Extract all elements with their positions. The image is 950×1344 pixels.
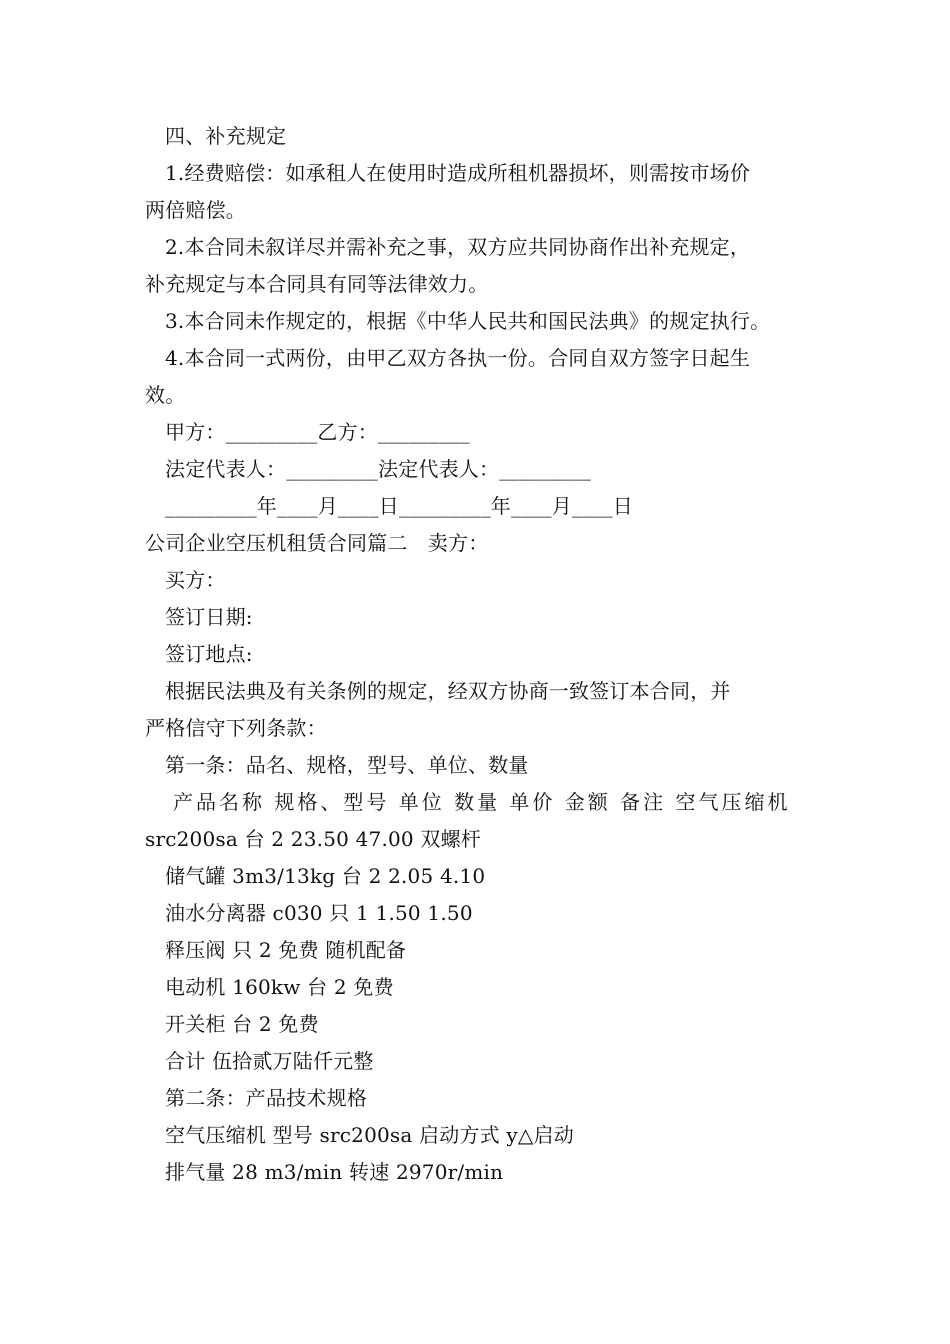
contract-two-title: 公司企业空压机租赁合同篇二 卖方： [145, 531, 489, 555]
clause-1-line-2: 两倍赔偿。 [145, 198, 246, 222]
product-row-motor: 电动机 160kw 台 2 免费 [165, 975, 394, 999]
clause-2-line-2: 补充规定与本合同具有同等法律效力。 [145, 272, 489, 296]
clause-4-line-2: 效。 [145, 383, 186, 407]
legal-representative-line: 法定代表人：_________法定代表人：_________ [165, 457, 591, 481]
product-total: 合计 伍拾贰万陆仟元整 [165, 1049, 374, 1073]
spec-compressor-model: 空气压缩机 型号 src200sa 启动方式 y△启动 [165, 1123, 574, 1147]
buyer-line: 买方： [165, 568, 226, 592]
signing-place-field: 签订地点: [165, 642, 253, 666]
preamble-line-1: 根据民法典及有关条例的规定，经双方协商一致签订本合同，并 [165, 679, 731, 703]
clause-4-line-1: 4.本合同一式两份，由甲乙双方各执一份。合同自双方签字日起生 [165, 346, 751, 370]
clause-3: 3.本合同未作规定的，根据《中华人民共和国民法典》的规定执行。 [165, 309, 771, 333]
party-signature-line: 甲方：_________乙方：_________ [165, 420, 470, 444]
product-table-header: 产品名称 规格、型号 单位 数量 单价 金额 备注 空气压缩机 [173, 790, 791, 814]
product-row-relief-valve: 释压阀 只 2 免费 随机配备 [165, 938, 407, 962]
section-heading-supplementary: 四、补充规定 [165, 124, 287, 148]
clause-2-line-1: 2.本合同未叙详尽并需补充之事，双方应共同协商作出补充规定， [165, 235, 751, 259]
product-row-air-tank: 储气罐 3m3/13kg 台 2 2.05 4.10 [165, 864, 486, 888]
article-2-heading: 第二条：产品技术规格 [165, 1086, 367, 1110]
document-body [145, 118, 825, 1191]
article-1-heading: 第一条：品名、规格，型号、单位、数量 [165, 753, 529, 777]
product-row-compressor: src200sa 台 2 23.50 47.00 双螺杆 [145, 827, 482, 851]
signing-date-line: _________年____月____日_________年____月____日 [165, 494, 633, 518]
preamble-line-2: 严格信守下列条款： [145, 716, 327, 740]
signing-date-field: 签订日期: [165, 605, 253, 629]
spec-displacement-speed: 排气量 28 m3/min 转速 2970r/min [165, 1160, 504, 1184]
product-row-switch-cabinet: 开关柜 台 2 免费 [165, 1012, 319, 1036]
product-row-separator: 油水分离器 c030 只 1 1.50 1.50 [165, 901, 473, 925]
clause-1-line-1: 1.经费赔偿：如承租人在使用时造成所租机器损坏，则需按市场价 [165, 161, 751, 185]
